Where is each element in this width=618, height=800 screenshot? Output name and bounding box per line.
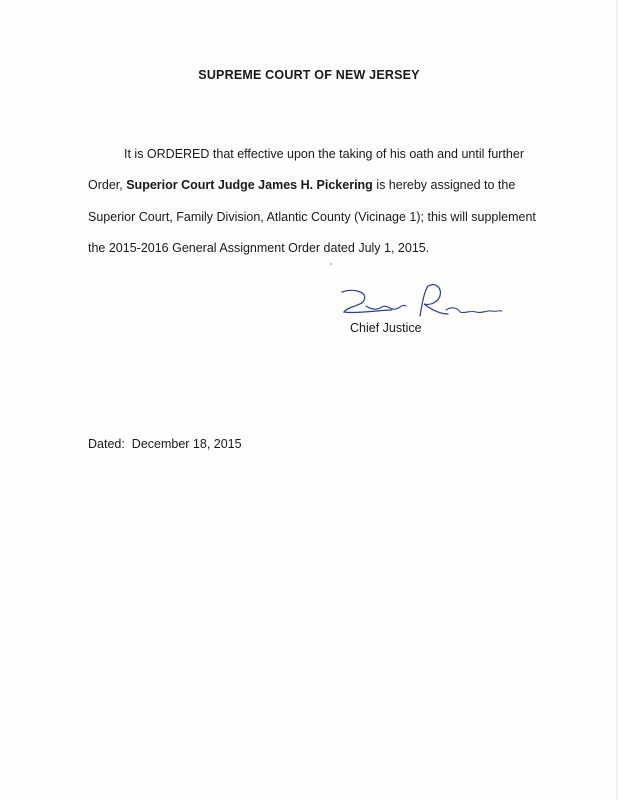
order-line-1: It is ORDERED that effective upon the taking of his oath and until further [124,147,524,161]
handwritten-signature [336,280,506,326]
dated-line [88,437,242,451]
order-line-3: Superior Court, Family Division, Atlantic County (Vicinage 1); this will supplement [88,209,536,224]
order-body [88,139,558,264]
order-line-4: the 2015-2016 General Assignment Order dated July 1, 2015. [88,240,430,255]
signature-title: Chief Justice [350,321,422,335]
order-line-2 [88,170,558,201]
dated-value: December 18, 2015 [131,437,242,451]
dated-label: Dated: [88,437,125,451]
order-line-2-suffix: is hereby assigned to the [372,178,516,193]
judge-name: Superior Court Judge James H. Pickering [126,178,373,193]
scan-speck [330,263,332,265]
order-line-2-prefix: Order, [88,178,127,193]
document-heading: SUPREME COURT OF NEW JERSEY [198,68,420,82]
